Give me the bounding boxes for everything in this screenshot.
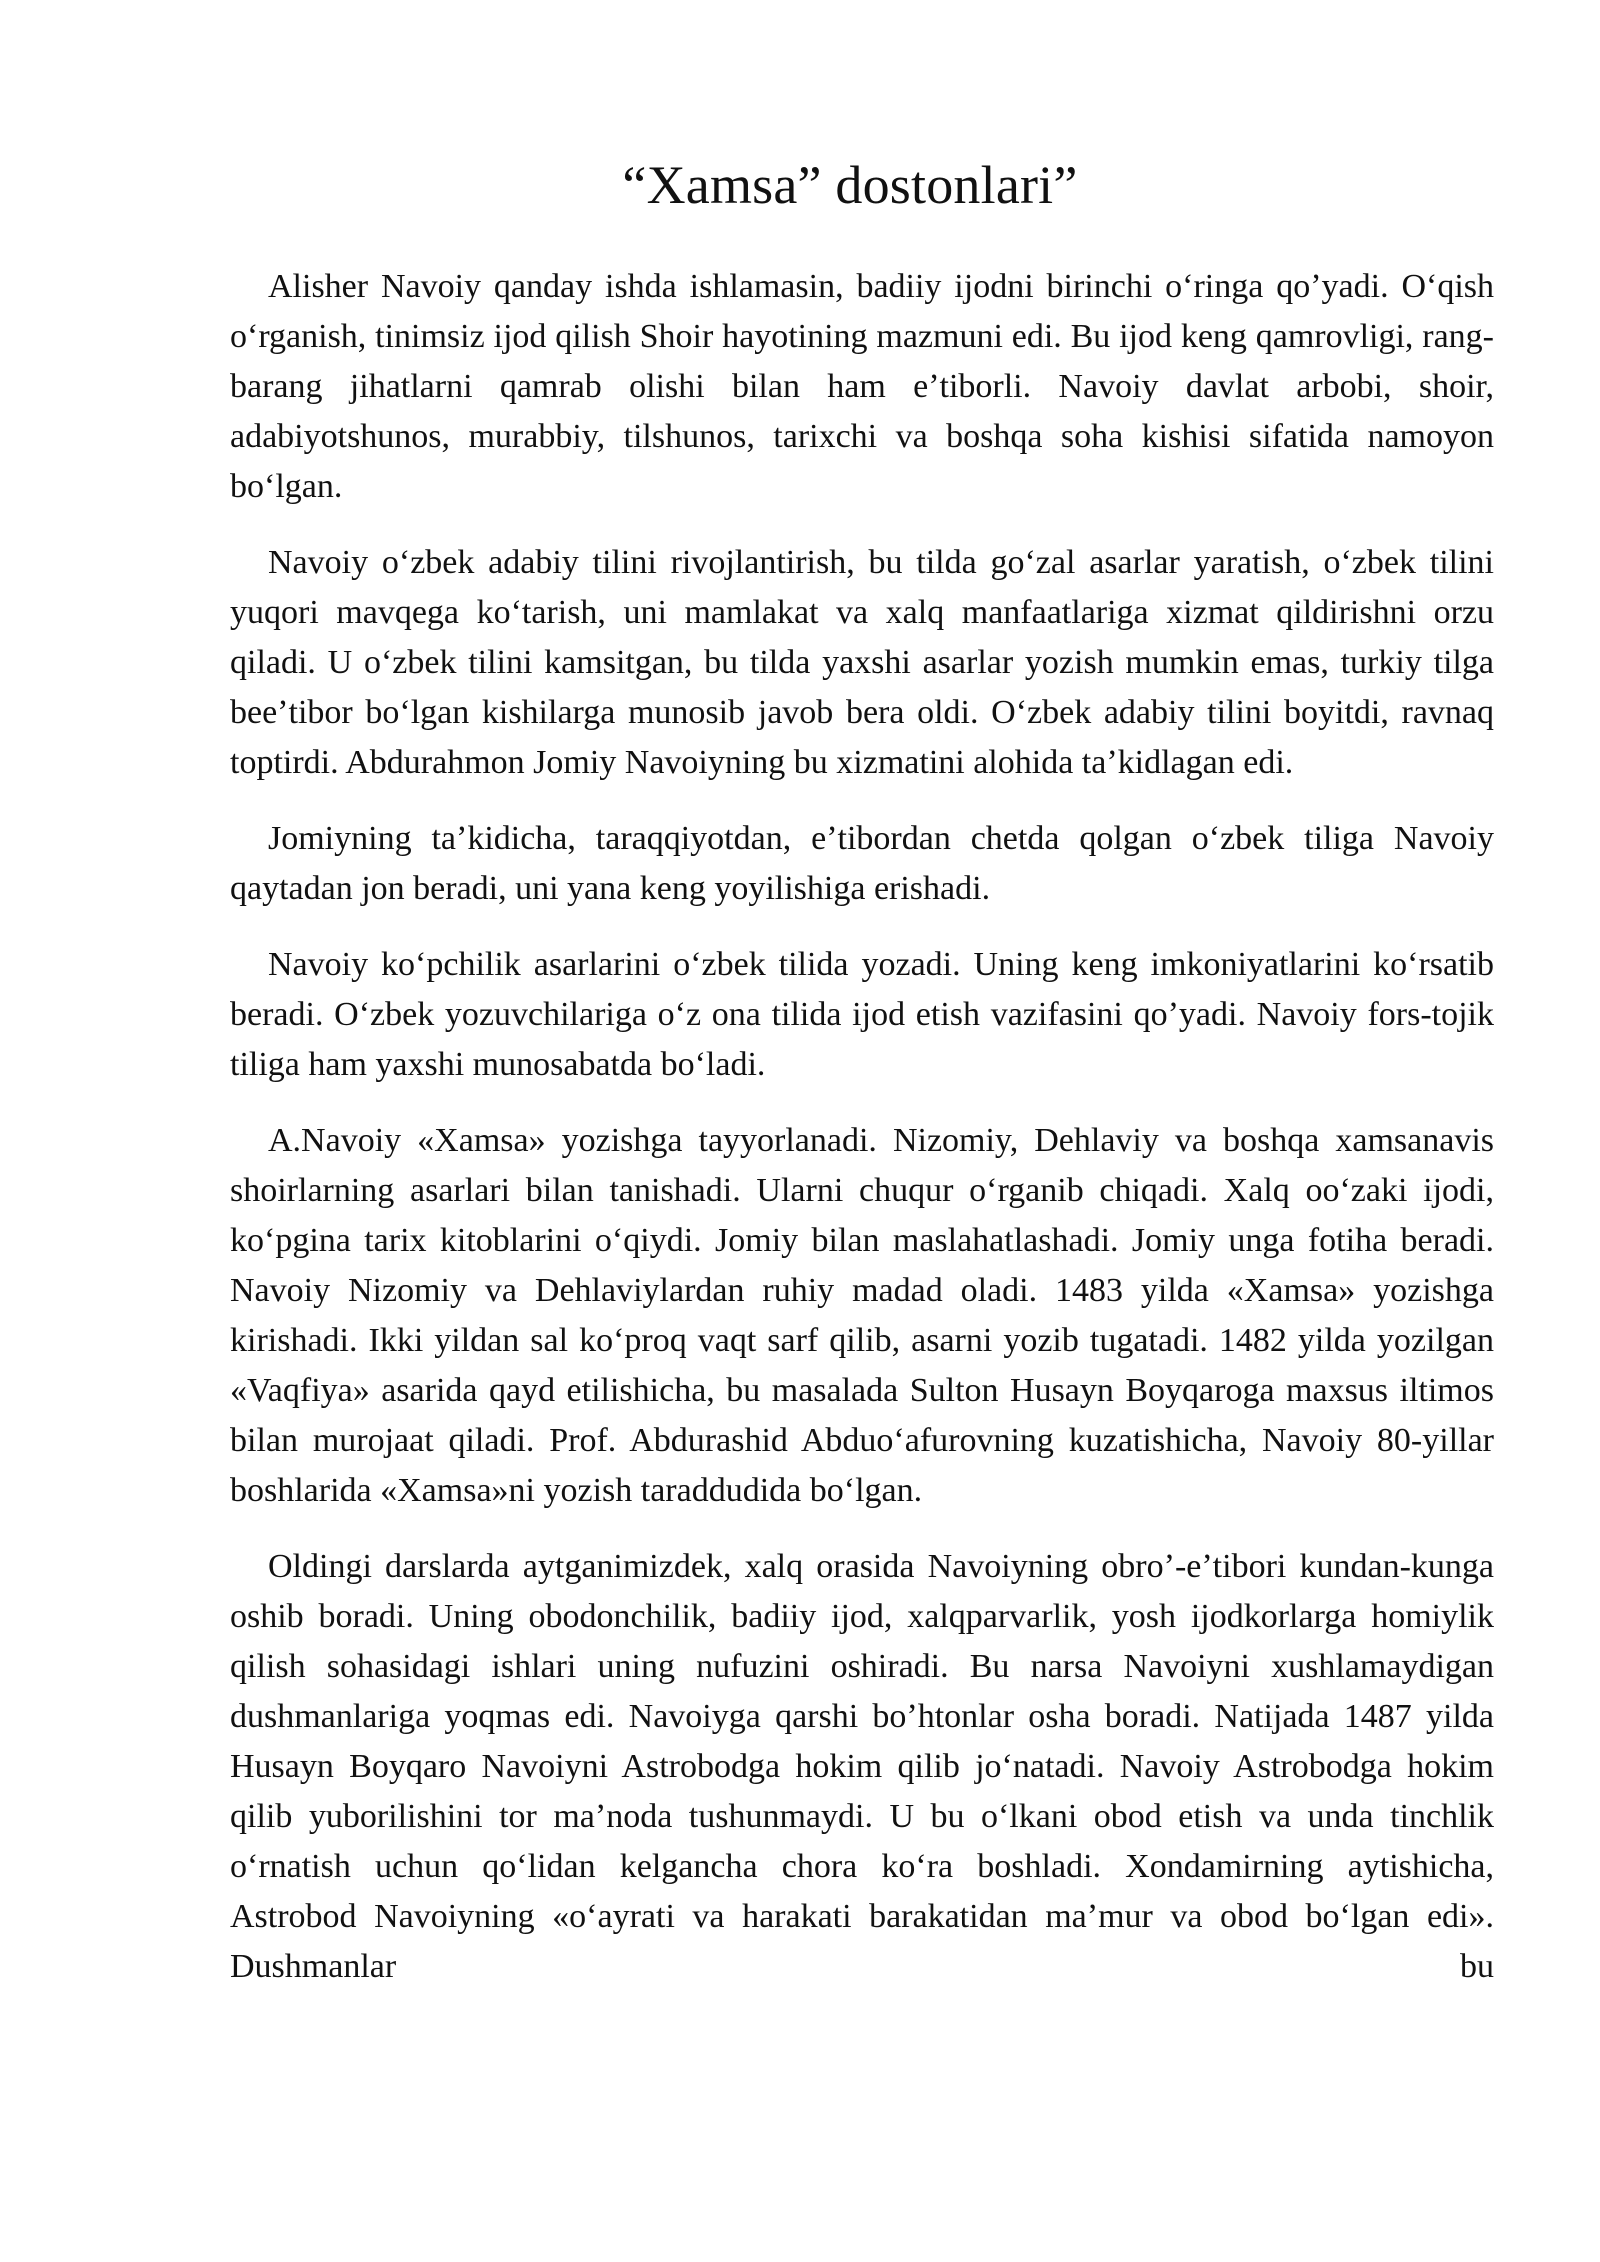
document-body [230, 262, 1494, 1992]
paragraph-2: Navoiy oʻzbek adabiy tilini rivojlantirish, bu tilda goʻzal asarlar yaratish, oʻzbek tilini yuqori mavqega koʻtarish, uni mamlakat va xalq manfaatlariga xizmat qildirishni orzu qiladi. U oʻzbek tilini kamsitgan, bu tilda yaxshi asarlar yozish mumkin emas, turkiy tilga beeʼtibor boʻlgan kishilarga munosib javob bera oldi. Oʻzbek adabiy tilini boyitdi, ravnaq toptirdi. Abdurahmon Jomiy Navoiyning bu xizmatini alohida taʼkidlagan edi. [230, 544, 1494, 781]
paragraph-1: Alisher Navoiy qanday ishda ishlamasin, badiiy ijodni birinchi oʻringa qoʼyadi. Oʻqish oʻrganish, tinimsiz ijod qilish Shoir hayotining mazmuni edi. Bu ijod keng qamrovligi, rang-barang jihatlarni qamrab olishi bilan ham eʼtiborli. Navoiy davlat arbobi, shoir, adabiyotshunos, murabbiy, tilshunos, tarixchi va boshqa soha kishisi sifatida namoyon boʻlgan. [230, 268, 1494, 505]
paragraph-3: Jomiyning taʼkidicha, taraqqiyotdan, eʼtibordan chetda qolgan oʻzbek tiliga Navoiy qaytadan jon beradi, uni yana keng yoyilishiga erishadi. [230, 820, 1494, 907]
paragraph-6: Oldingi darslarda aytganimizdek, xalq orasida Navoiyning obroʼ-eʼtibori kundan-kunga oshib boradi. Uning obodonchilik, badiiy ijod, xalqparvarlik, yosh ijodkorlarga homiylik qilish sohasidagi ishlari uning nufuzini oshiradi. Bu narsa Navoiyni xushlamaydigan dushmanlariga yoqmas edi. Navoiyga qarshi boʼhtonlar osha boradi. Natijada 1487 yilda Husayn Boyqaro Navoiyni Astrobodga hokim qilib joʻnatadi. Navoiy Astrobodga hokim qilib yuborilishini tor maʼnoda tushunmaydi. U bu oʻlkani obod etish va unda tinchlik oʻrnatish uchun qoʻlidan kelgancha chora koʻra boshladi. Xondamirning aytishicha, Astrobod Navoiyning «oʻayrati va harakati barakatidan maʼmur va obod boʻlgan edi». Dushmanlar bu [230, 1548, 1494, 1985]
paragraph-4: Navoiy koʻpchilik asarlarini oʻzbek tilida yozadi. Uning keng imkoniyatlarini koʻrsatib beradi. Oʻzbek yozuvchilariga oʻz ona tilida ijod etish vazifasini qoʼyadi. Navoiy fors-tojik tiliga ham yaxshi munosabatda boʻladi. [230, 946, 1494, 1083]
paragraph-5: A.Navoiy «Xamsa» yozishga tayyorlanadi. Nizomiy, Dehlaviy va boshqa xamsanavis shoirlarning asarlari bilan tanishadi. Ularni chuqur oʻrganib chiqadi. Xalq ooʻzaki ijodi, koʻpgina tarix kitoblarini oʻqiydi. Jomiy bilan maslahatlashadi. Jomiy unga fotiha beradi. Navoiy Nizomiy va Dehlaviylardan ruhiy madad oladi. 1483 yilda «Xamsa» yozishga kirishadi. Ikki yildan sal koʻproq vaqt sarf qilib, asarni yozib tugatadi. 1482 yilda yozilgan «Vaqfiya» asarida qayd etilishicha, bu masalada Sulton Husayn Boyqaroga maxsus iltimos bilan murojaat qiladi. Prof. Abdurashid Abduoʻafurovning kuzatishicha, Navoiy 80-yillar boshlarida «Xamsa»ni yozish taraddudida boʻlgan. [230, 1122, 1494, 1509]
page-title: “Xamsa” dostonlari” [622, 155, 1078, 215]
